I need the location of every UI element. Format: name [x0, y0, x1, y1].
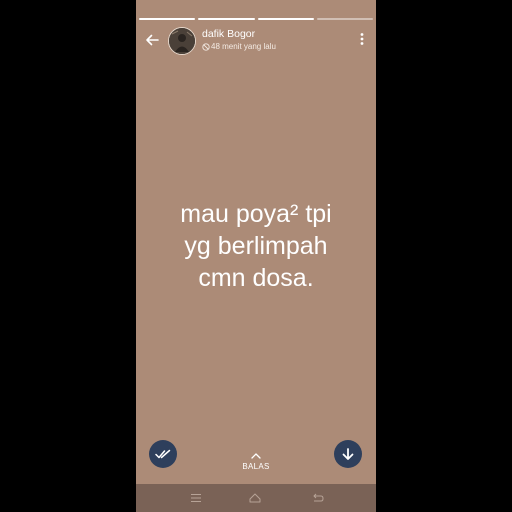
chevron-up-icon	[251, 453, 261, 459]
double-check-icon	[155, 448, 171, 460]
download-arrow-icon	[342, 448, 354, 461]
menu-lines-icon[interactable]	[189, 491, 203, 505]
avatar[interactable]	[168, 27, 196, 55]
story-text: mau poya² tpi yg berlimpah cmn dosa.	[180, 200, 332, 292]
story-progress-bar	[139, 18, 373, 20]
progress-segment	[258, 18, 314, 20]
story-viewer	[136, 0, 376, 512]
more-options-icon[interactable]	[360, 32, 364, 46]
story-timestamp: 48 menit yang lalu	[211, 42, 276, 51]
read-receipt-button[interactable]	[149, 440, 177, 468]
user-name[interactable]: dafik Bogor	[202, 28, 256, 40]
back-arrow-icon[interactable]	[144, 32, 160, 48]
no-forward-icon	[202, 43, 210, 51]
download-button[interactable]	[334, 440, 362, 468]
story-header	[136, 24, 376, 58]
back-nav-icon[interactable]	[311, 491, 325, 505]
progress-segment	[198, 18, 254, 20]
home-icon[interactable]	[248, 491, 262, 505]
timestamp-row	[202, 42, 276, 51]
reply-button[interactable]	[231, 453, 281, 471]
system-nav-bar	[136, 484, 376, 512]
reply-label: BALAS	[242, 462, 270, 471]
avatar-image	[169, 28, 195, 54]
progress-segment	[317, 18, 373, 20]
progress-segment	[139, 18, 195, 20]
